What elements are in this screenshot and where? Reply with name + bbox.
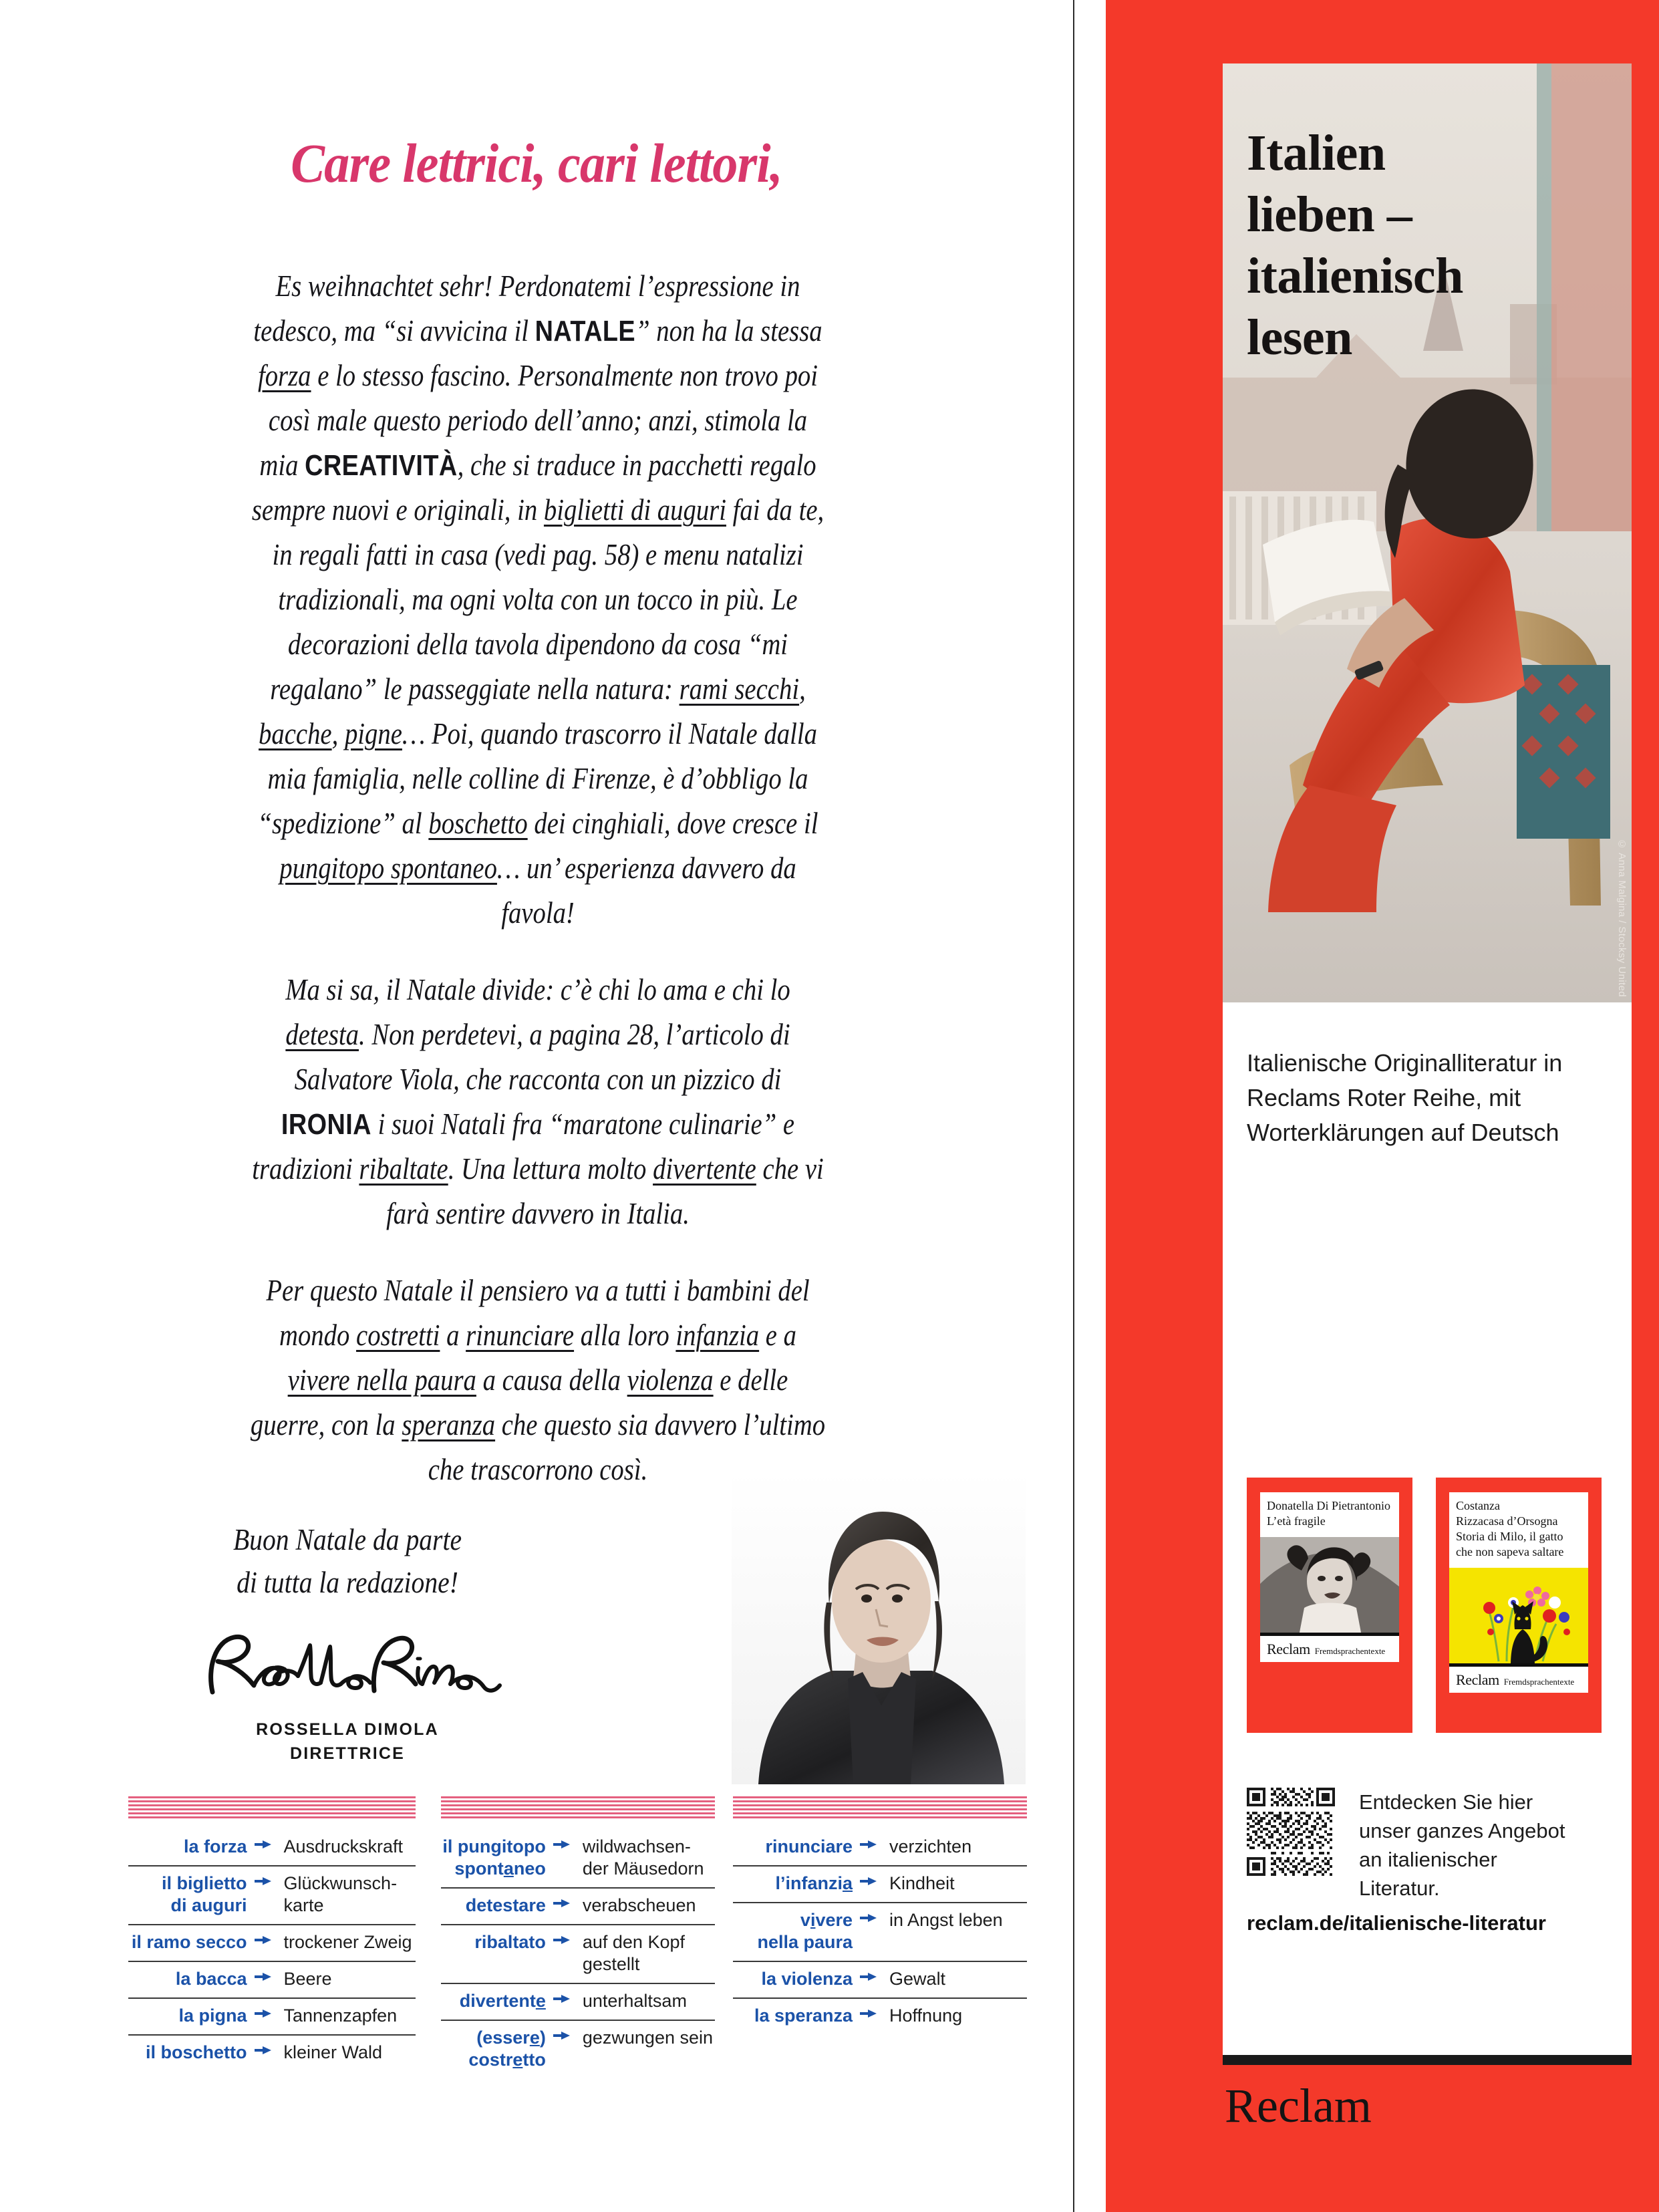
glossary-row: [128, 1830, 416, 1866]
glossary-italian-term: (essere) costretto: [441, 2020, 553, 2078]
ad-white-card: [1223, 63, 1632, 2055]
glossary-german-translation: Tannenzapfen: [277, 1998, 416, 2035]
book-1-name: L’età fragile: [1267, 1514, 1326, 1528]
glossary-german-translation: kleiner Wald: [277, 2035, 416, 2071]
decorative-stripes: [441, 1796, 715, 1819]
book-1-publisher: Reclam: [1267, 1641, 1310, 1657]
author-portrait: [732, 1470, 1026, 1784]
book-2-artwork: [1449, 1568, 1588, 1667]
paragraph-1: Es weihnachtet sehr! Perdonatemi l’espressione in tedesco, ma “si avvicina il NATALE” non ha la stessa forza e lo stesso fascino. Personalmente non trovo poi così male questo periodo dell’anno; anzi, stimola la mia CREATIVITÀ, che si traduce in pacchetti regalo sempre nuovi e originali, in biglietti di auguri fai da te, in regali fatti in casa (vedi pag. 58) e menu natalizi tradizionali, ma ogni volta con un tocco in più. Le decorazioni della tavola dipendono da cosa “mi regalano” le passeggiate nella natura: rami secchi, bacche, pigne… Poi, quando trascorro il Natale dalla mia famiglia, nelle colline di Firenze, è d’obbligo la “spedizione” al boschetto dei cinghiali, dove cresce il pungitopo spontaneo… un’ esperienza davvero da favola!: [251, 269, 824, 930]
arrow-icon: [860, 1914, 877, 1922]
glossary-italian-term: rinunciare: [765, 1836, 853, 1856]
ad-headline-line-1: Italien: [1247, 125, 1386, 181]
ad-url[interactable]: reclam.de/italienische-literatur: [1247, 1911, 1546, 1935]
arrow-icon: [553, 1899, 571, 1907]
paragraph-3: Per questo Natale il pensiero va a tutti i bambini del mondo costretti a rinunciare alla loro infanzia e a vivere nella paura a causa della violenza e delle guerre, con la speranza che questo sia davvero l’ultimo che trascorrono così.: [250, 1274, 826, 1486]
ad-hero-photo: [1223, 63, 1632, 1002]
glossary-table-2: [441, 1830, 715, 2078]
advertisement-panel: [1106, 0, 1659, 2212]
author-name: ROSSELLA DIMOLA: [256, 1720, 439, 1739]
glossary-column-2: [441, 1796, 715, 2078]
reclam-logo: Reclam: [1225, 2079, 1372, 2132]
glossary-german-translation: Hoffnung: [883, 1998, 1027, 2034]
book-1-series: Fremdsprachentexte: [1314, 1646, 1386, 1656]
arrow-icon: [553, 2032, 571, 2040]
glossary-row: [441, 1925, 715, 1983]
arrow-icon: [553, 1936, 571, 1944]
closing-greeting: [183, 1518, 512, 1604]
book-2-author-line-1: Costanza: [1456, 1499, 1500, 1512]
glossary-german-translation: auf den Kopf gestellt: [576, 1925, 715, 1983]
glossary-table-3: [733, 1830, 1027, 2034]
editorial-body: [200, 264, 875, 1524]
book-cover-2[interactable]: [1436, 1478, 1602, 1733]
book-2-author-line-2: Rizzacasa d’Orsogna: [1456, 1514, 1558, 1528]
glossary-italian-term: divertente: [441, 1983, 553, 2020]
glossary-german-translation: Glückwunsch- karte: [277, 1866, 416, 1925]
glossary-italian-term: ribaltato: [441, 1925, 553, 1983]
ad-headline: [1247, 122, 1594, 368]
signature-image: [192, 1628, 506, 1703]
glossary-german-translation: Gewalt: [883, 1961, 1027, 1998]
glossary-row: [733, 1866, 1027, 1903]
glossary-italian-term: detestare: [441, 1888, 553, 1925]
glossary-row: [441, 1830, 715, 1888]
glossary-row: [128, 1998, 416, 2035]
qr-description: Entdecken Sie hier unser ganzes Angebot an italienischer Literatur.: [1359, 1790, 1565, 1900]
arrow-icon: [255, 1936, 272, 1944]
glossary-italian-term: vivere nella paura: [733, 1903, 860, 1961]
glossary-column-1: [128, 1796, 416, 2071]
book-1-author: Donatella Di Pietrantonio: [1267, 1499, 1390, 1512]
closing-line-1: Buon Natale da parte: [233, 1523, 462, 1556]
qr-code[interactable]: [1247, 1788, 1335, 1876]
ad-body-text: Italienische Originalliteratur in Reclams Roter Reihe, mit Worterklärungen auf Deutsch: [1247, 1049, 1563, 1146]
glossary-row: [441, 1888, 715, 1925]
glossary-german-translation: gezwungen sein: [576, 2020, 715, 2078]
glossary-italian-term: il pungitopo spontaneo: [442, 1836, 546, 1879]
glossary-german-translation: verabscheuen: [576, 1888, 715, 1925]
book-cover-1[interactable]: [1247, 1478, 1412, 1733]
author-role: DIRETTRICE: [290, 1744, 405, 1763]
decorative-stripes: [733, 1796, 1027, 1819]
glossary-german-translation: Kindheit: [883, 1866, 1027, 1903]
book-2-name-line-2: che non sapeva saltare: [1456, 1545, 1564, 1558]
glossary-row: [128, 2035, 416, 2071]
book-1-imprint: [1260, 1636, 1399, 1662]
glossary-row: [441, 1983, 715, 2020]
glossary-italian-term: la bacca: [128, 1961, 255, 1998]
glossary-italian-term: il boschetto: [128, 2035, 255, 2071]
glossary-german-translation: Beere: [277, 1961, 416, 1998]
glossary-table-1: [128, 1830, 416, 2071]
glossary-german-translation: in Angst leben: [883, 1903, 1027, 1961]
arrow-icon: [255, 1877, 272, 1885]
glossary-row: [128, 1925, 416, 1961]
arrow-icon: [860, 1973, 877, 1981]
ad-headline-line-3: italienisch: [1247, 248, 1463, 304]
glossary-row: [441, 2020, 715, 2078]
glossary-row: [733, 1961, 1027, 1998]
book-covers: [1247, 1478, 1608, 1745]
ad-headline-line-4: lesen: [1247, 309, 1352, 366]
column-divider: [1073, 0, 1074, 2212]
glossary-italian-term: il ramo secco: [128, 1925, 255, 1961]
glossary-row: [733, 1998, 1027, 2034]
ad-headline-line-2: lieben –: [1247, 186, 1412, 243]
book-2-title: [1449, 1492, 1588, 1568]
author-credit: [160, 1717, 535, 1766]
arrow-icon: [553, 1995, 571, 2003]
arrow-icon: [255, 1840, 272, 1848]
glossary-italian-term: la pigna: [128, 1998, 255, 2035]
glossary-german-translation: Ausdruckskraft: [283, 1836, 404, 1856]
glossary-row: [128, 1866, 416, 1925]
book-1-artwork: [1260, 1537, 1399, 1636]
glossary-italian-term: la violenza: [733, 1961, 860, 1998]
book-2-publisher: Reclam: [1456, 1671, 1499, 1688]
glossary-italian-term: la speranza: [733, 1998, 860, 2034]
arrow-icon: [553, 1840, 571, 1848]
glossary-column-3: [733, 1796, 1027, 2034]
arrow-icon: [860, 1877, 877, 1885]
book-1-title: [1260, 1492, 1399, 1537]
glossary-italian-term: l’infanzia: [733, 1866, 860, 1903]
book-2-name-line-1: Storia di Milo, il gatto: [1456, 1530, 1563, 1543]
glossary-german-translation: unterhaltsam: [576, 1983, 715, 2020]
footer-rule: [1223, 2055, 1632, 2065]
glossary-german-translation: verzichten: [889, 1836, 972, 1856]
book-2-imprint: [1449, 1667, 1588, 1693]
glossary-german-translation: wildwachsen- der Mäusedorn: [582, 1836, 704, 1879]
paragraph-2: Ma si sa, il Natale divide: c’è chi lo ama e chi lo detesta. Non perdetevi, a pagina 28, l’articolo di Salvatore Viola, che racconta con un pizzico di IRONIA i suoi Natali fra “maratone culinarie” e tradizioni ribaltate. Una lettura molto divertente che vi farà sentire davvero in Italia.: [252, 973, 824, 1230]
glossary-german-translation: trockener Zweig: [277, 1925, 416, 1961]
arrow-icon: [255, 1973, 272, 1981]
glossary-row: [128, 1961, 416, 1998]
photo-credit: © Anna Malgina / Stocksy United: [1616, 838, 1628, 997]
arrow-icon: [255, 2010, 272, 2018]
glossary-italian-term: la forza: [183, 1836, 247, 1856]
page-title: Care lettrici, cari lettori,: [291, 132, 782, 194]
decorative-stripes: [128, 1796, 416, 1819]
closing-line-2: di tutta la redazione!: [237, 1566, 458, 1599]
arrow-icon: [255, 2046, 272, 2054]
book-2-series: Fremdsprachentexte: [1503, 1677, 1575, 1687]
glossary-italian-term: il biglietto di auguri: [128, 1866, 255, 1925]
glossary-row: [733, 1903, 1027, 1961]
arrow-icon: [860, 1840, 877, 1848]
glossary-row: [733, 1830, 1027, 1866]
arrow-icon: [860, 2010, 877, 2018]
